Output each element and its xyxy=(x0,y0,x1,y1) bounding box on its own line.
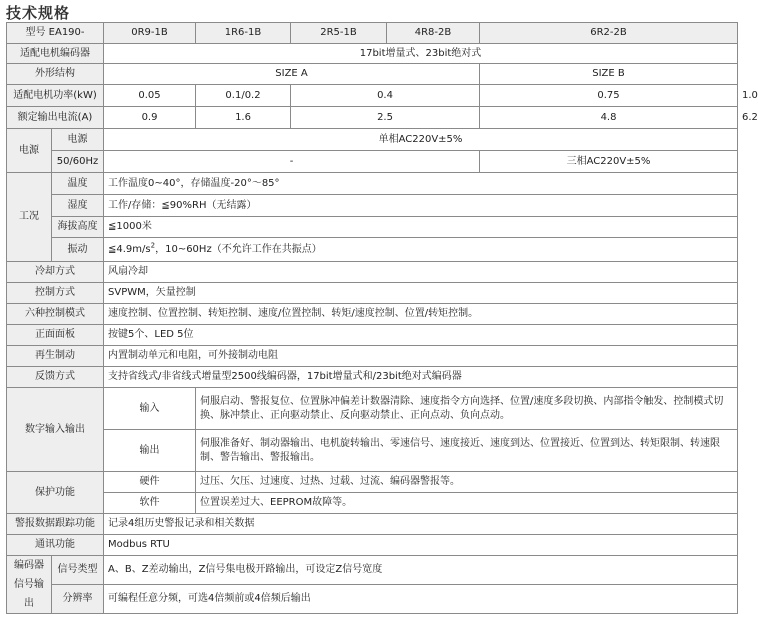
humidity-value: 工作/存储：≦90%RH（无结露） xyxy=(104,195,738,217)
model-col: 6R2-2B xyxy=(480,23,738,44)
table-row xyxy=(7,388,738,430)
cooling-label: 冷却方式 xyxy=(7,262,104,283)
front-panel-label: 正面面板 xyxy=(7,325,104,346)
signal-type-label: 信号类型 xyxy=(52,556,104,585)
table-row xyxy=(7,129,738,151)
motor-power-value: 0.05 xyxy=(104,85,196,107)
signal-type-value: A、B、Z差动输出，Z信号集电极开路输出，可设定Z信号宽度 xyxy=(104,556,738,585)
table-row xyxy=(7,535,738,556)
power-supply-label: 电源 xyxy=(19,144,39,156)
table-row xyxy=(7,151,738,173)
digital-input-label: 输入 xyxy=(104,388,196,430)
vibration-label: 振动 xyxy=(52,238,104,262)
hardware-label: 硬件 xyxy=(104,472,196,493)
regen-value: 内置制动单元和电阻，可外接制动电阻 xyxy=(104,346,738,367)
humidity-label: 湿度 xyxy=(52,195,104,217)
temperature-label: 温度 xyxy=(52,173,104,195)
table-row xyxy=(7,472,738,493)
control-mode-label: 控制方式 xyxy=(7,283,104,304)
table-row xyxy=(7,346,738,367)
protection-label: 保护功能 xyxy=(7,472,104,514)
table-row xyxy=(7,23,738,44)
table-row xyxy=(7,325,738,346)
motor-power-value: 0.75 xyxy=(480,85,738,107)
model-col: 4R8-2B xyxy=(387,23,480,44)
single-phase-value: 单相AC220V±5% xyxy=(104,129,738,151)
table-row xyxy=(7,44,738,64)
motor-power-value: 0.4 xyxy=(291,85,480,107)
table-row xyxy=(7,217,738,238)
table-row xyxy=(7,304,738,325)
model-col: 1R6-1B xyxy=(196,23,291,44)
comm-value: Modbus RTU xyxy=(104,535,738,556)
resolution-value: 可编程任意分频，可选4倍频前或4倍频后输出 xyxy=(104,585,738,614)
altitude-value: ≦1000米 xyxy=(104,217,738,238)
software-label: 软件 xyxy=(104,493,196,514)
model-col: 2R5-1B xyxy=(291,23,387,44)
vibration-value-b: ，10~60Hz（不允许工作在共振点） xyxy=(155,243,322,255)
feedback-label: 反馈方式 xyxy=(7,367,104,388)
front-panel-value: 按键5个、LED 5位 xyxy=(104,325,738,346)
model-col: 0R9-1B xyxy=(104,23,196,44)
control-mode-value: SVPWM，矢量控制 xyxy=(104,283,738,304)
table-row xyxy=(7,238,738,262)
rated-current-value: 1.6 xyxy=(196,107,291,129)
table-row xyxy=(7,262,738,283)
six-modes-value: 速度控制、位置控制、转矩控制、速度/位置控制、转矩/速度控制、位置/转矩控制。 xyxy=(104,304,738,325)
regen-label: 再生制动 xyxy=(7,346,104,367)
vibration-value xyxy=(104,238,738,262)
table-row xyxy=(7,556,738,585)
table-row xyxy=(7,64,738,85)
alarm-trace-value: 记录4组历史警报记录和相关数据 xyxy=(104,514,738,535)
table-row xyxy=(7,585,738,614)
rated-current-value: 0.9 xyxy=(104,107,196,129)
table-row xyxy=(7,493,738,514)
digital-input-value: 伺服启动、警报复位、位置脉冲偏差计数器清除、速度指令方向选择、位置/速度多段切换、内部指令触发、控制模式切换、脉冲禁止、正向驱动禁止、反向驱动禁止、正向点动、负向点动。 xyxy=(196,388,738,430)
rated-current-value: 2.5 xyxy=(291,107,480,129)
vibration-superscript: 2 xyxy=(150,241,156,250)
spec-table xyxy=(6,22,758,614)
table-row: 额定输出电流(A) 0.9 1.6 2.5 4.8 6.2 xyxy=(7,107,738,129)
three-phase-value: 三相AC220V±5% xyxy=(480,151,738,173)
table-row xyxy=(7,514,738,535)
temperature-value: 工作温度0~40°，存储温度-20°～85° xyxy=(104,173,738,195)
encoder-label: 适配电机编码器 xyxy=(7,44,104,64)
encoder-value: 17bit增量式、23bit绝对式 xyxy=(104,44,738,64)
feedback-value: 支持省线式/非省线式增量型2500线编码器，17bit增量式和/23bit绝对式编码器 xyxy=(104,367,738,388)
table-row xyxy=(7,430,738,472)
motor-power-value: 0.1/0.2 xyxy=(196,85,291,107)
structure-size-b: SIZE B xyxy=(480,64,738,85)
altitude-label: 海拔高度 xyxy=(52,217,104,238)
table-row xyxy=(7,367,738,388)
digital-output-label: 输出 xyxy=(104,430,196,472)
resolution-label: 分辨率 xyxy=(52,585,104,614)
table-row: 适配电机功率(kW) 0.05 0.1/0.2 0.4 0.75 1.0 xyxy=(7,85,738,107)
hardware-value: 过压、欠压、过速度、过热、过载、过流、编码器警报等。 xyxy=(196,472,738,493)
motor-power-label: 适配电机功率(kW) xyxy=(7,85,104,107)
digital-io-label: 数字输入输出 xyxy=(7,388,104,472)
page-title: 技术规格 xyxy=(6,4,71,22)
power-freq-label: 50/60Hz xyxy=(52,151,104,173)
table-row xyxy=(7,173,738,195)
table-row xyxy=(7,195,738,217)
digital-output-value: 伺服准备好、制动器输出、电机旋转输出、零速信号、速度接近、速度到达、位置接近、位置到达、转矩限制、转速限制、警告输出、警报输出。 xyxy=(196,430,738,472)
structure-size-a: SIZE A xyxy=(104,64,480,85)
structure-label: 外形结构 xyxy=(7,64,104,85)
table-row xyxy=(7,283,738,304)
cooling-value: 风扇冷却 xyxy=(104,262,738,283)
power-supply-group-label xyxy=(7,129,52,173)
software-value: 位置误差过大、EEPROM故障等。 xyxy=(196,493,738,514)
vibration-value-a: ≦4.9m/s xyxy=(108,243,151,255)
alarm-trace-label: 警报数据跟踪功能 xyxy=(7,514,104,535)
power-dash: - xyxy=(104,151,480,173)
power-supply-sub-label: 电源 xyxy=(52,129,104,151)
model-label: 型号 EA190- xyxy=(7,23,104,44)
comm-label: 通讯功能 xyxy=(7,535,104,556)
rated-current-label: 额定输出电流(A) xyxy=(7,107,104,129)
rated-current-value: 4.8 xyxy=(480,107,738,129)
six-modes-label: 六种控制模式 xyxy=(7,304,104,325)
encoder-output-label: 编码器信号输出 xyxy=(7,556,52,614)
conditions-label: 工况 xyxy=(7,173,52,262)
